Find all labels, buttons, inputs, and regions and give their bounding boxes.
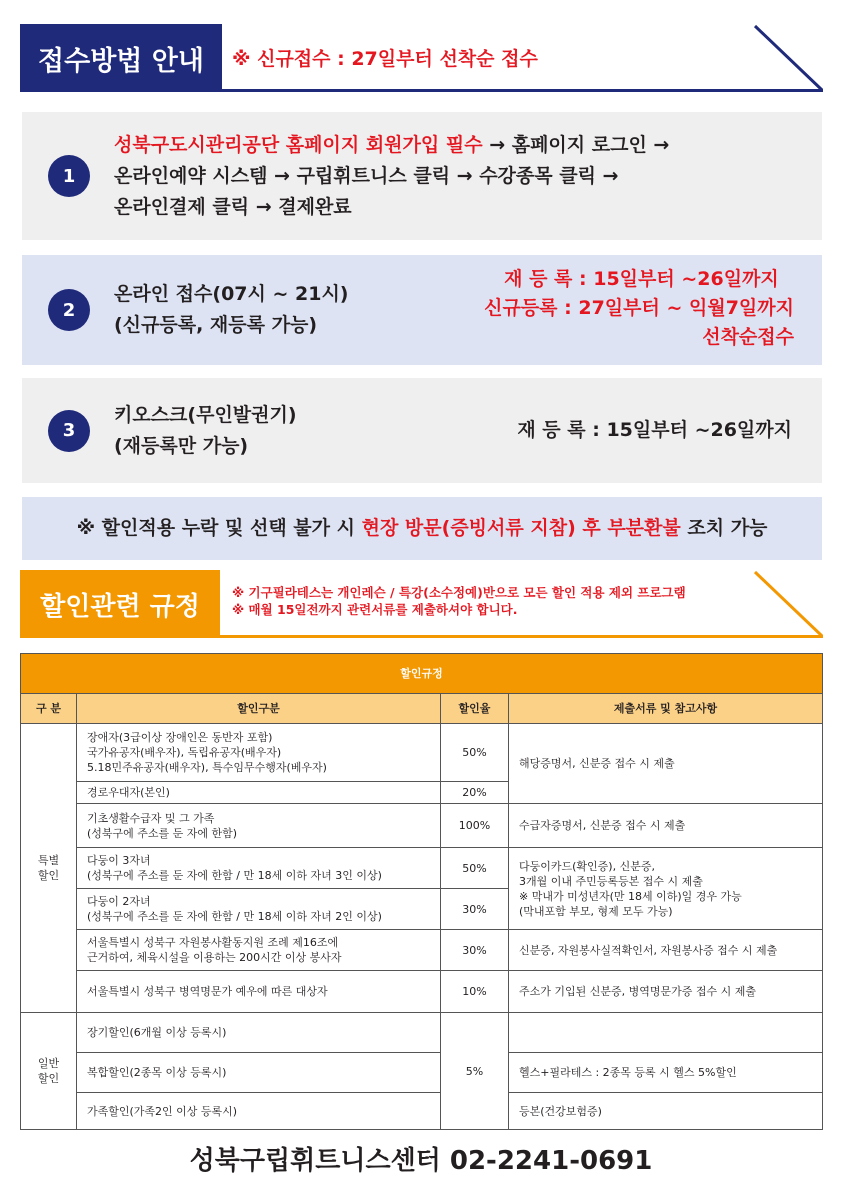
discount-rate: 30% [441,889,509,930]
refund-pre: ※ 할인적용 누락 및 선택 불가 시 [76,517,362,539]
step-1 [22,112,822,240]
required-documents: 헬스+필라테스 : 2종목 등록 시 헬스 5%할인 [509,1053,823,1093]
document-deadline-note: ※ 매월 15일전까지 관련서류를 제출하셔야 합니다. [232,602,518,617]
refund-notice [22,497,822,560]
group-special: 특별 할인 [21,724,77,1013]
table-row [21,1093,823,1130]
required-documents: 등본(건강보험증) [509,1093,823,1130]
new-registration-period: 신규등록 : 27일부터 ~ 익월7일까지 [484,297,794,319]
table-title: 할인규정 [21,654,823,694]
discount-item: 서울특별시 성북구 병역명문가 예우에 따른 대상자 [77,971,441,1013]
required-documents: 주소가 기입된 신분증, 병역명문가증 접수 시 제출 [509,971,823,1013]
discount-table [20,653,823,1130]
footer-contact: 성북구립휘트니스센터 02-2241-0691 [189,1146,653,1176]
step-3 [22,378,822,483]
discount-rate: 20% [441,782,509,804]
step-number: 3 [48,410,90,452]
discount-header [20,570,823,638]
discount-rate: 5% [441,1013,509,1130]
refund-post: 조치 가능 [680,517,768,539]
discount-rate: 100% [441,804,509,848]
required-documents [509,1013,823,1053]
table-row [21,724,823,782]
table-row [21,971,823,1013]
discount-item: 복합할인(2종목 이상 등록시) [77,1053,441,1093]
discount-rate: 10% [441,971,509,1013]
pilates-note: ※ 기구필라테스는 개인레슨 / 특강(소수정예)반으로 모든 할인 적용 제외 프로그램 [232,585,686,600]
discount-title: 할인관련 규정 [20,570,220,638]
discount-rate: 50% [441,848,509,889]
step-3-line1: 키오스크(무인발권기) [114,403,297,426]
discount-rate: 30% [441,930,509,971]
required-documents: 수급자증명서, 신분증 접수 시 제출 [509,804,823,848]
step-1-line2: 온라인예약 시스템 → 구립휘트니스 클릭 → 수강종목 클릭 → [114,164,619,187]
group-general: 일반 할인 [21,1013,77,1130]
discount-item: 경로우대자(본인) [77,782,441,804]
step-1-line1: → 홈페이지 로그인 → [482,133,670,156]
step-3-line2: (재등록만 가능) [114,434,249,457]
new-registration-notice: ※ 신규접수 : 27일부터 선착순 접수 [232,48,538,70]
kiosk-period: 재 등 록 : 15일부터 ~26일까지 [517,419,792,441]
table-row [21,1013,823,1053]
table-row [21,804,823,848]
col-header: 구 분 [21,694,77,724]
divider [222,89,823,92]
first-come-note: 선착순접수 [702,326,794,348]
col-header: 할인구분 [77,694,441,724]
col-header: 할인율 [441,694,509,724]
table-row [21,930,823,971]
diagonal-decoration [750,570,825,638]
step-1-required: 성북구도시관리공단 홈페이지 회원가입 필수 [114,133,483,156]
table-row [21,1053,823,1093]
refund-highlight: 현장 방문(증빙서류 지참) 후 부분환불 [361,517,681,539]
discount-item: 장애자(3급이상 장애인은 동반자 포함) 국가유공자(배우자), 독립유공자(배우자) 5.18민주유공자(배우자), 특수임무수행자(베우자) [77,724,441,782]
required-documents: 해당증명서, 신분증 접수 시 제출 [509,724,823,804]
step-2 [22,255,822,365]
step-number: 1 [48,155,90,197]
method-header [20,24,823,92]
col-header: 제출서류 및 참고사항 [509,694,823,724]
divider [220,635,823,638]
step-number: 2 [48,289,90,331]
step-2-line1: 온라인 접수(07시 ~ 21시) [114,283,349,305]
diagonal-decoration [750,24,825,92]
discount-rate: 50% [441,724,509,782]
re-registration-period: 재 등 록 : 15일부터 ~26일까지 [504,268,779,290]
discount-item: 서울특별시 성북구 자원봉사활동지원 조례 제16조에 근거하여, 체육시설을 이용하는 200시간 이상 봉사자 [77,930,441,971]
step-1-line3: 온라인결제 클릭 → 결제완료 [114,195,352,218]
required-documents: 다둥이카드(확인증), 신분증, 3개월 이내 주민등록등본 접수 시 제출 ※ 막내가 미성년자(만 18세 이하)일 경우 가능 (막내포함 부모, 형제 모두 가능) [509,848,823,930]
method-title: 접수방법 안내 [20,24,222,92]
discount-item: 다둥이 3자녀 (성북구에 주소를 둔 자에 한함 / 만 18세 이하 자녀 3인 이상) [77,848,441,889]
discount-item: 장기할인(6개월 이상 등록시) [77,1013,441,1053]
required-documents: 신분증, 자원봉사실적확인서, 자원봉사증 접수 시 제출 [509,930,823,971]
table-row [21,848,823,889]
discount-item: 다둥이 2자녀 (성북구에 주소를 둔 자에 한함 / 만 18세 이하 자녀 2인 이상) [77,889,441,930]
discount-item: 가족할인(가족2인 이상 등록시) [77,1093,441,1130]
discount-item: 기초생활수급자 및 그 가족 (성북구에 주소를 둔 자에 한함) [77,804,441,848]
step-2-line2: (신규등록, 재등록 가능) [114,314,318,336]
